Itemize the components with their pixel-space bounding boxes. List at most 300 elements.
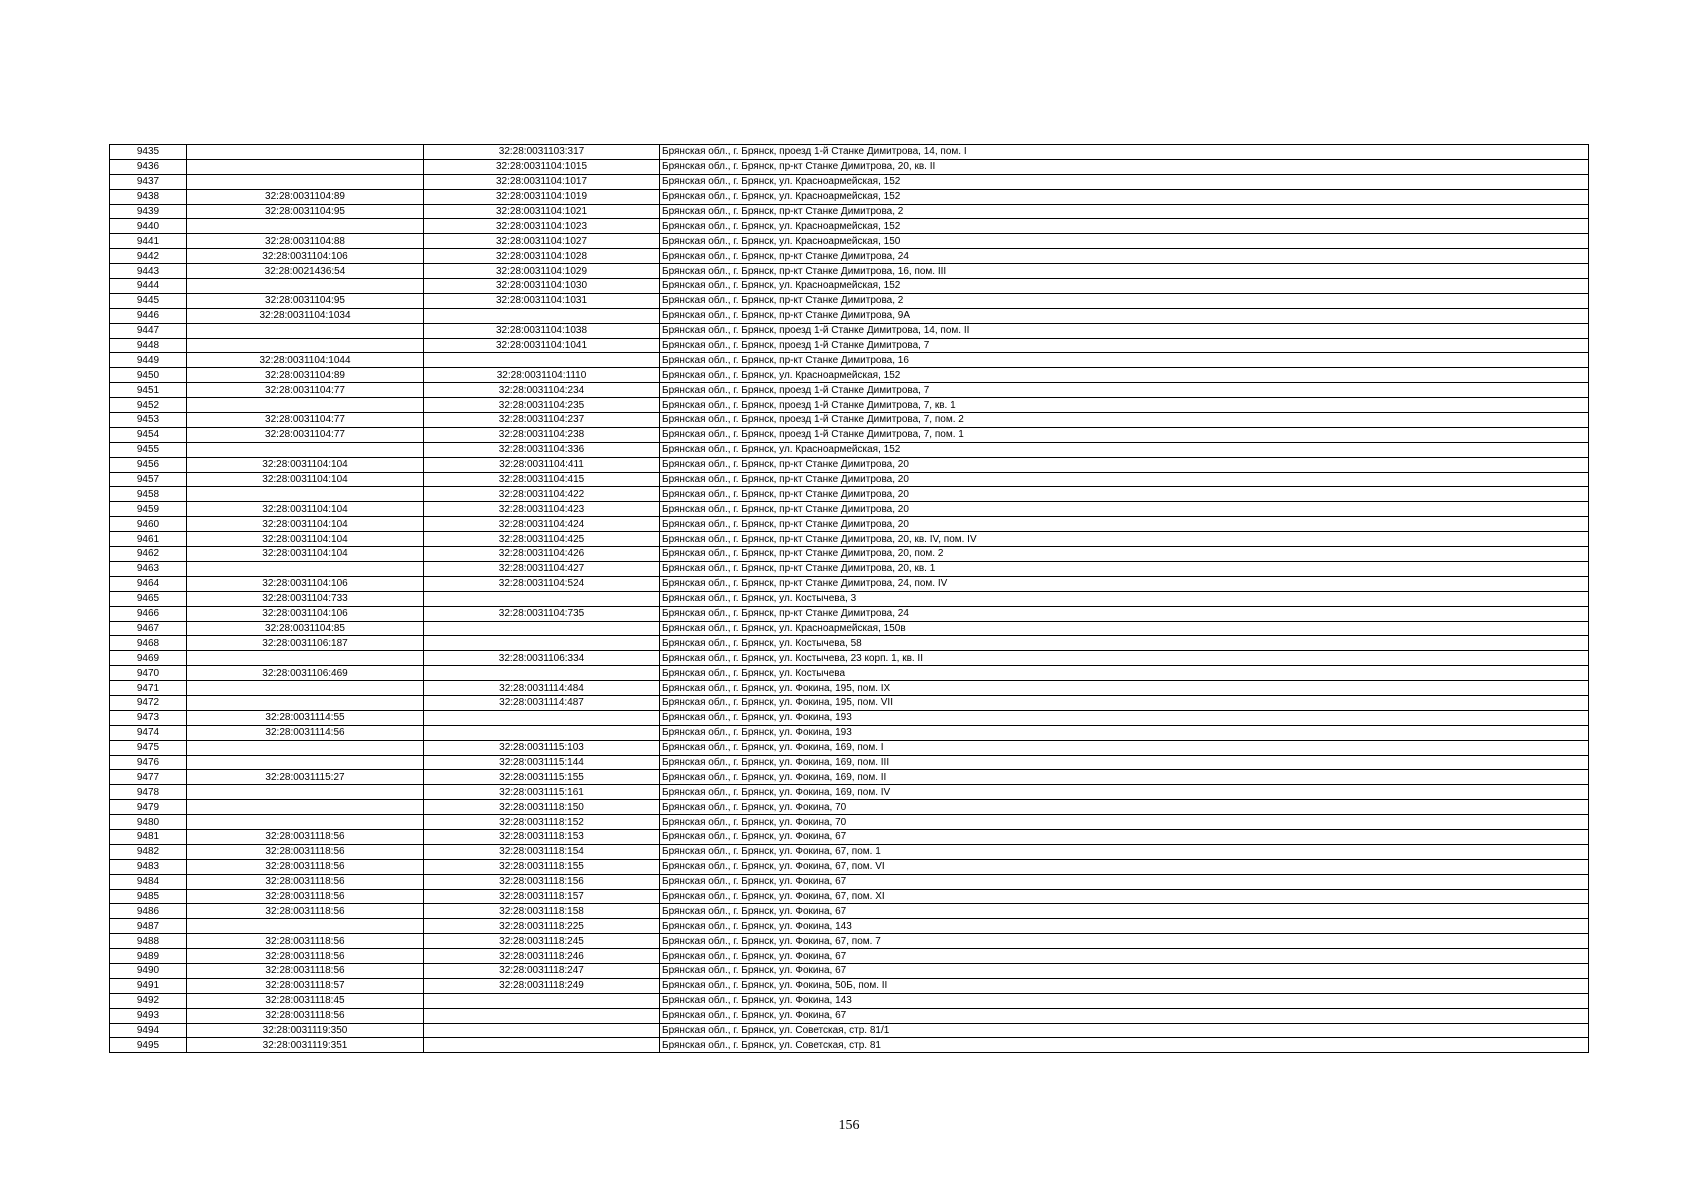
parcel-cadastral-number-cell: 32:28:0031104:77 [187, 413, 424, 428]
object-cadastral-number-cell: 32:28:0031104:234 [424, 383, 660, 398]
table-row [110, 963, 1589, 978]
address-cell: Брянская обл., г. Брянск, ул. Фокина, 193 [660, 710, 1589, 725]
row-number-cell: 9471 [110, 681, 187, 696]
object-cadastral-number-cell [424, 1038, 660, 1053]
object-cadastral-number-cell [424, 621, 660, 636]
address-cell: Брянская обл., г. Брянск, проезд 1-й Станке Димитрова, 7, пом. 1 [660, 427, 1589, 442]
table-row [110, 427, 1589, 442]
address-cell: Брянская обл., г. Брянск, ул. Фокина, 67 [660, 963, 1589, 978]
parcel-cadastral-number-cell: 32:28:0031114:56 [187, 725, 424, 740]
table-row [110, 145, 1589, 160]
address-cell: Брянская обл., г. Брянск, ул. Фокина, 67 [660, 904, 1589, 919]
table-row [110, 383, 1589, 398]
table-row [110, 934, 1589, 949]
table-row [110, 338, 1589, 353]
row-number-cell: 9464 [110, 576, 187, 591]
address-cell: Брянская обл., г. Брянск, ул. Фокина, 67, пом. 1 [660, 844, 1589, 859]
parcel-cadastral-number-cell: 32:28:0031118:57 [187, 978, 424, 993]
table-row [110, 413, 1589, 428]
object-cadastral-number-cell: 32:28:0031118:156 [424, 874, 660, 889]
register-table-body [110, 145, 1589, 1053]
object-cadastral-number-cell: 32:28:0031106:334 [424, 651, 660, 666]
object-cadastral-number-cell: 32:28:0031104:1027 [424, 234, 660, 249]
table-row [110, 681, 1589, 696]
address-cell: Брянская обл., г. Брянск, ул. Фокина, 169, пом. II [660, 770, 1589, 785]
row-number-cell: 9472 [110, 695, 187, 710]
row-number-cell: 9454 [110, 427, 187, 442]
table-row [110, 666, 1589, 681]
object-cadastral-number-cell: 32:28:0031118:249 [424, 978, 660, 993]
table-row [110, 219, 1589, 234]
table-row [110, 174, 1589, 189]
object-cadastral-number-cell [424, 666, 660, 681]
object-cadastral-number-cell: 32:28:0031104:735 [424, 606, 660, 621]
parcel-cadastral-number-cell: 32:28:0031118:56 [187, 934, 424, 949]
address-cell: Брянская обл., г. Брянск, ул. Красноармейская, 152 [660, 368, 1589, 383]
address-cell: Брянская обл., г. Брянск, ул. Фокина, 143 [660, 919, 1589, 934]
address-cell: Брянская обл., г. Брянск, проезд 1-й Станке Димитрова, 7 [660, 383, 1589, 398]
address-cell: Брянская обл., г. Брянск, пр-кт Станке Димитрова, 24 [660, 249, 1589, 264]
address-cell: Брянская обл., г. Брянск, пр-кт Станке Димитрова, 20, кв. IV, пом. IV [660, 532, 1589, 547]
row-number-cell: 9470 [110, 666, 187, 681]
table-row [110, 398, 1589, 413]
row-number-cell: 9457 [110, 472, 187, 487]
address-cell: Брянская обл., г. Брянск, ул. Красноармейская, 152 [660, 174, 1589, 189]
address-cell: Брянская обл., г. Брянск, пр-кт Станке Димитрова, 20 [660, 487, 1589, 502]
table-row [110, 576, 1589, 591]
table-row [110, 695, 1589, 710]
table-row [110, 249, 1589, 264]
object-cadastral-number-cell: 32:28:0031104:1030 [424, 279, 660, 294]
parcel-cadastral-number-cell: 32:28:0031118:56 [187, 844, 424, 859]
object-cadastral-number-cell: 32:28:0031115:144 [424, 755, 660, 770]
row-number-cell: 9495 [110, 1038, 187, 1053]
parcel-cadastral-number-cell: 32:28:0031106:187 [187, 636, 424, 651]
table-row [110, 978, 1589, 993]
parcel-cadastral-number-cell [187, 681, 424, 696]
object-cadastral-number-cell [424, 636, 660, 651]
row-number-cell: 9481 [110, 829, 187, 844]
address-cell: Брянская обл., г. Брянск, ул. Фокина, 67 [660, 829, 1589, 844]
object-cadastral-number-cell: 32:28:0031104:238 [424, 427, 660, 442]
parcel-cadastral-number-cell: 32:28:0031104:104 [187, 517, 424, 532]
object-cadastral-number-cell: 32:28:0031104:1031 [424, 293, 660, 308]
row-number-cell: 9443 [110, 264, 187, 279]
row-number-cell: 9486 [110, 904, 187, 919]
address-cell: Брянская обл., г. Брянск, пр-кт Станке Димитрова, 2 [660, 204, 1589, 219]
address-cell: Брянская обл., г. Брянск, ул. Красноармейская, 150 [660, 234, 1589, 249]
object-cadastral-number-cell: 32:28:0031104:1028 [424, 249, 660, 264]
address-cell: Брянская обл., г. Брянск, проезд 1-й Станке Димитрова, 7, пом. 2 [660, 413, 1589, 428]
row-number-cell: 9456 [110, 457, 187, 472]
address-cell: Брянская обл., г. Брянск, ул. Фокина, 169, пом. I [660, 740, 1589, 755]
object-cadastral-number-cell [424, 710, 660, 725]
row-number-cell: 9463 [110, 561, 187, 576]
row-number-cell: 9483 [110, 859, 187, 874]
row-number-cell: 9468 [110, 636, 187, 651]
object-cadastral-number-cell: 32:28:0031104:423 [424, 502, 660, 517]
table-row [110, 279, 1589, 294]
table-row [110, 368, 1589, 383]
table-row [110, 949, 1589, 964]
object-cadastral-number-cell: 32:28:0031104:427 [424, 561, 660, 576]
parcel-cadastral-number-cell: 32:28:0021436:54 [187, 264, 424, 279]
row-number-cell: 9455 [110, 442, 187, 457]
address-cell: Брянская обл., г. Брянск, пр-кт Станке Димитрова, 20 [660, 517, 1589, 532]
address-cell: Брянская обл., г. Брянск, пр-кт Станке Димитрова, 20 [660, 502, 1589, 517]
row-number-cell: 9453 [110, 413, 187, 428]
parcel-cadastral-number-cell [187, 740, 424, 755]
parcel-cadastral-number-cell: 32:28:0031104:106 [187, 576, 424, 591]
table-row [110, 829, 1589, 844]
object-cadastral-number-cell [424, 308, 660, 323]
address-cell: Брянская обл., г. Брянск, пр-кт Станке Димитрова, 24 [660, 606, 1589, 621]
row-number-cell: 9487 [110, 919, 187, 934]
address-cell: Брянская обл., г. Брянск, ул. Фокина, 67 [660, 874, 1589, 889]
table-row [110, 1008, 1589, 1023]
address-cell: Брянская обл., г. Брянск, ул. Фокина, 169, пом. IV [660, 785, 1589, 800]
row-number-cell: 9477 [110, 770, 187, 785]
parcel-cadastral-number-cell: 32:28:0031104:1044 [187, 353, 424, 368]
parcel-cadastral-number-cell: 32:28:0031104:106 [187, 606, 424, 621]
parcel-cadastral-number-cell: 32:28:0031118:56 [187, 859, 424, 874]
address-cell: Брянская обл., г. Брянск, пр-кт Станке Димитрова, 9А [660, 308, 1589, 323]
address-cell: Брянская обл., г. Брянск, ул. Красноармейская, 152 [660, 279, 1589, 294]
row-number-cell: 9441 [110, 234, 187, 249]
table-row [110, 264, 1589, 279]
object-cadastral-number-cell: 32:28:0031103:317 [424, 145, 660, 160]
object-cadastral-number-cell: 32:28:0031104:1110 [424, 368, 660, 383]
row-number-cell: 9490 [110, 963, 187, 978]
row-number-cell: 9435 [110, 145, 187, 160]
table-row [110, 755, 1589, 770]
table-row [110, 502, 1589, 517]
object-cadastral-number-cell: 32:28:0031118:152 [424, 815, 660, 830]
row-number-cell: 9444 [110, 279, 187, 294]
row-number-cell: 9491 [110, 978, 187, 993]
table-row [110, 785, 1589, 800]
table-row [110, 606, 1589, 621]
parcel-cadastral-number-cell: 32:28:0031104:104 [187, 502, 424, 517]
table-row [110, 591, 1589, 606]
object-cadastral-number-cell [424, 591, 660, 606]
parcel-cadastral-number-cell: 32:28:0031104:95 [187, 204, 424, 219]
row-number-cell: 9437 [110, 174, 187, 189]
table-row [110, 323, 1589, 338]
parcel-cadastral-number-cell: 32:28:0031104:85 [187, 621, 424, 636]
row-number-cell: 9482 [110, 844, 187, 859]
table-row [110, 815, 1589, 830]
address-cell: Брянская обл., г. Брянск, проезд 1-й Станке Димитрова, 14, пом. I [660, 145, 1589, 160]
object-cadastral-number-cell: 32:28:0031118:158 [424, 904, 660, 919]
parcel-cadastral-number-cell: 32:28:0031104:1034 [187, 308, 424, 323]
row-number-cell: 9451 [110, 383, 187, 398]
row-number-cell: 9474 [110, 725, 187, 740]
object-cadastral-number-cell: 32:28:0031104:1021 [424, 204, 660, 219]
parcel-cadastral-number-cell: 32:28:0031119:350 [187, 1023, 424, 1038]
object-cadastral-number-cell [424, 353, 660, 368]
table-row [110, 189, 1589, 204]
table-row [110, 159, 1589, 174]
row-number-cell: 9467 [110, 621, 187, 636]
row-number-cell: 9492 [110, 993, 187, 1008]
table-row [110, 859, 1589, 874]
address-cell: Брянская обл., г. Брянск, пр-кт Станке Димитрова, 20, кв. 1 [660, 561, 1589, 576]
table-row [110, 889, 1589, 904]
register-table [109, 144, 1589, 1053]
parcel-cadastral-number-cell: 32:28:0031104:104 [187, 472, 424, 487]
parcel-cadastral-number-cell: 32:28:0031118:45 [187, 993, 424, 1008]
address-cell: Брянская обл., г. Брянск, пр-кт Станке Димитрова, 16 [660, 353, 1589, 368]
row-number-cell: 9450 [110, 368, 187, 383]
table-row [110, 919, 1589, 934]
table-row [110, 725, 1589, 740]
object-cadastral-number-cell: 32:28:0031104:422 [424, 487, 660, 502]
address-cell: Брянская обл., г. Брянск, ул. Фокина, 67, пом. VI [660, 859, 1589, 874]
parcel-cadastral-number-cell [187, 442, 424, 457]
parcel-cadastral-number-cell: 32:28:0031118:56 [187, 963, 424, 978]
row-number-cell: 9476 [110, 755, 187, 770]
object-cadastral-number-cell: 32:28:0031118:245 [424, 934, 660, 949]
object-cadastral-number-cell: 32:28:0031104:426 [424, 547, 660, 562]
address-cell: Брянская обл., г. Брянск, пр-кт Станке Димитрова, 20, пом. 2 [660, 547, 1589, 562]
object-cadastral-number-cell: 32:28:0031114:487 [424, 695, 660, 710]
address-cell: Брянская обл., г. Брянск, ул. Красноармейская, 152 [660, 442, 1589, 457]
parcel-cadastral-number-cell: 32:28:0031119:351 [187, 1038, 424, 1053]
object-cadastral-number-cell: 32:28:0031118:225 [424, 919, 660, 934]
address-cell: Брянская обл., г. Брянск, ул. Фокина, 50Б, пом. II [660, 978, 1589, 993]
object-cadastral-number-cell [424, 1023, 660, 1038]
row-number-cell: 9493 [110, 1008, 187, 1023]
parcel-cadastral-number-cell: 32:28:0031104:104 [187, 532, 424, 547]
parcel-cadastral-number-cell: 32:28:0031115:27 [187, 770, 424, 785]
row-number-cell: 9436 [110, 159, 187, 174]
row-number-cell: 9439 [110, 204, 187, 219]
parcel-cadastral-number-cell: 32:28:0031104:89 [187, 368, 424, 383]
row-number-cell: 9460 [110, 517, 187, 532]
row-number-cell: 9480 [110, 815, 187, 830]
register-table-container [109, 144, 1588, 1053]
table-row [110, 561, 1589, 576]
object-cadastral-number-cell: 32:28:0031104:425 [424, 532, 660, 547]
object-cadastral-number-cell: 32:28:0031104:1015 [424, 159, 660, 174]
object-cadastral-number-cell: 32:28:0031104:1019 [424, 189, 660, 204]
parcel-cadastral-number-cell: 32:28:0031106:469 [187, 666, 424, 681]
row-number-cell: 9461 [110, 532, 187, 547]
address-cell: Брянская обл., г. Брянск, ул. Красноармейская, 152 [660, 219, 1589, 234]
row-number-cell: 9458 [110, 487, 187, 502]
object-cadastral-number-cell: 32:28:0031104:336 [424, 442, 660, 457]
object-cadastral-number-cell: 32:28:0031104:1041 [424, 338, 660, 353]
address-cell: Брянская обл., г. Брянск, ул. Фокина, 195, пом. IX [660, 681, 1589, 696]
row-number-cell: 9449 [110, 353, 187, 368]
parcel-cadastral-number-cell: 32:28:0031114:55 [187, 710, 424, 725]
address-cell: Брянская обл., г. Брянск, пр-кт Станке Димитрова, 20 [660, 457, 1589, 472]
row-number-cell: 9442 [110, 249, 187, 264]
address-cell: Брянская обл., г. Брянск, ул. Фокина, 70 [660, 800, 1589, 815]
parcel-cadastral-number-cell [187, 695, 424, 710]
object-cadastral-number-cell: 32:28:0031104:1023 [424, 219, 660, 234]
address-cell: Брянская обл., г. Брянск, пр-кт Станке Димитрова, 20, кв. II [660, 159, 1589, 174]
address-cell: Брянская обл., г. Брянск, пр-кт Станке Димитрова, 20 [660, 472, 1589, 487]
object-cadastral-number-cell: 32:28:0031104:424 [424, 517, 660, 532]
parcel-cadastral-number-cell: 32:28:0031104:77 [187, 383, 424, 398]
address-cell: Брянская обл., г. Брянск, проезд 1-й Станке Димитрова, 7, кв. 1 [660, 398, 1589, 413]
address-cell: Брянская обл., г. Брянск, пр-кт Станке Димитрова, 24, пом. IV [660, 576, 1589, 591]
address-cell: Брянская обл., г. Брянск, ул. Советская, стр. 81/1 [660, 1023, 1589, 1038]
row-number-cell: 9489 [110, 949, 187, 964]
table-row [110, 993, 1589, 1008]
page-number: 156 [838, 1118, 860, 1133]
address-cell: Брянская обл., г. Брянск, ул. Фокина, 67, пом. XI [660, 889, 1589, 904]
row-number-cell: 9466 [110, 606, 187, 621]
address-cell: Брянская обл., г. Брянск, ул. Фокина, 67 [660, 949, 1589, 964]
parcel-cadastral-number-cell [187, 219, 424, 234]
address-cell: Брянская обл., г. Брянск, ул. Советская, стр. 81 [660, 1038, 1589, 1053]
row-number-cell: 9494 [110, 1023, 187, 1038]
parcel-cadastral-number-cell [187, 800, 424, 815]
table-row [110, 547, 1589, 562]
parcel-cadastral-number-cell: 32:28:0031118:56 [187, 889, 424, 904]
parcel-cadastral-number-cell [187, 145, 424, 160]
row-number-cell: 9452 [110, 398, 187, 413]
table-row [110, 1038, 1589, 1053]
table-row [110, 517, 1589, 532]
parcel-cadastral-number-cell [187, 919, 424, 934]
parcel-cadastral-number-cell: 32:28:0031104:104 [187, 547, 424, 562]
object-cadastral-number-cell: 32:28:0031118:154 [424, 844, 660, 859]
object-cadastral-number-cell: 32:28:0031104:411 [424, 457, 660, 472]
row-number-cell: 9478 [110, 785, 187, 800]
table-row [110, 621, 1589, 636]
table-row [110, 636, 1589, 651]
row-number-cell: 9447 [110, 323, 187, 338]
table-row [110, 234, 1589, 249]
table-row [110, 472, 1589, 487]
address-cell: Брянская обл., г. Брянск, ул. Костычева, 58 [660, 636, 1589, 651]
object-cadastral-number-cell: 32:28:0031118:150 [424, 800, 660, 815]
row-number-cell: 9465 [110, 591, 187, 606]
parcel-cadastral-number-cell: 32:28:0031118:56 [187, 1008, 424, 1023]
object-cadastral-number-cell: 32:28:0031104:237 [424, 413, 660, 428]
table-row [110, 308, 1589, 323]
row-number-cell: 9459 [110, 502, 187, 517]
address-cell: Брянская обл., г. Брянск, ул. Костычева, 3 [660, 591, 1589, 606]
table-row [110, 844, 1589, 859]
object-cadastral-number-cell [424, 993, 660, 1008]
object-cadastral-number-cell: 32:28:0031104:1038 [424, 323, 660, 338]
address-cell: Брянская обл., г. Брянск, ул. Костычева [660, 666, 1589, 681]
row-number-cell: 9440 [110, 219, 187, 234]
address-cell: Брянская обл., г. Брянск, ул. Фокина, 67, пом. 7 [660, 934, 1589, 949]
row-number-cell: 9488 [110, 934, 187, 949]
table-row [110, 800, 1589, 815]
address-cell: Брянская обл., г. Брянск, ул. Красноармейская, 150в [660, 621, 1589, 636]
table-row [110, 532, 1589, 547]
address-cell: Брянская обл., г. Брянск, проезд 1-й Станке Димитрова, 14, пом. II [660, 323, 1589, 338]
table-row [110, 487, 1589, 502]
object-cadastral-number-cell: 32:28:0031118:155 [424, 859, 660, 874]
object-cadastral-number-cell: 32:28:0031104:235 [424, 398, 660, 413]
address-cell: Брянская обл., г. Брянск, пр-кт Станке Димитрова, 2 [660, 293, 1589, 308]
table-row [110, 710, 1589, 725]
parcel-cadastral-number-cell [187, 561, 424, 576]
object-cadastral-number-cell: 32:28:0031118:157 [424, 889, 660, 904]
object-cadastral-number-cell: 32:28:0031104:1017 [424, 174, 660, 189]
parcel-cadastral-number-cell: 32:28:0031118:56 [187, 949, 424, 964]
address-cell: Брянская обл., г. Брянск, ул. Фокина, 195, пом. VII [660, 695, 1589, 710]
address-cell: Брянская обл., г. Брянск, ул. Фокина, 143 [660, 993, 1589, 1008]
parcel-cadastral-number-cell: 32:28:0031104:77 [187, 427, 424, 442]
address-cell: Брянская обл., г. Брянск, ул. Костычева, 23 корп. 1, кв. II [660, 651, 1589, 666]
object-cadastral-number-cell: 32:28:0031115:103 [424, 740, 660, 755]
row-number-cell: 9448 [110, 338, 187, 353]
parcel-cadastral-number-cell [187, 279, 424, 294]
table-row [110, 1023, 1589, 1038]
table-row [110, 874, 1589, 889]
parcel-cadastral-number-cell: 32:28:0031104:733 [187, 591, 424, 606]
address-cell: Брянская обл., г. Брянск, проезд 1-й Станке Димитрова, 7 [660, 338, 1589, 353]
object-cadastral-number-cell [424, 725, 660, 740]
row-number-cell: 9475 [110, 740, 187, 755]
table-row [110, 904, 1589, 919]
parcel-cadastral-number-cell [187, 398, 424, 413]
parcel-cadastral-number-cell [187, 755, 424, 770]
row-number-cell: 9479 [110, 800, 187, 815]
table-row [110, 353, 1589, 368]
parcel-cadastral-number-cell [187, 338, 424, 353]
object-cadastral-number-cell: 32:28:0031118:247 [424, 963, 660, 978]
address-cell: Брянская обл., г. Брянск, ул. Фокина, 70 [660, 815, 1589, 830]
address-cell: Брянская обл., г. Брянск, ул. Красноармейская, 152 [660, 189, 1589, 204]
object-cadastral-number-cell: 32:28:0031104:1029 [424, 264, 660, 279]
parcel-cadastral-number-cell [187, 174, 424, 189]
table-row [110, 770, 1589, 785]
parcel-cadastral-number-cell [187, 815, 424, 830]
parcel-cadastral-number-cell [187, 487, 424, 502]
object-cadastral-number-cell: 32:28:0031115:161 [424, 785, 660, 800]
parcel-cadastral-number-cell: 32:28:0031118:56 [187, 829, 424, 844]
table-row [110, 457, 1589, 472]
row-number-cell: 9462 [110, 547, 187, 562]
parcel-cadastral-number-cell: 32:28:0031104:88 [187, 234, 424, 249]
row-number-cell: 9446 [110, 308, 187, 323]
parcel-cadastral-number-cell: 32:28:0031118:56 [187, 874, 424, 889]
row-number-cell: 9484 [110, 874, 187, 889]
parcel-cadastral-number-cell [187, 785, 424, 800]
parcel-cadastral-number-cell: 32:28:0031104:106 [187, 249, 424, 264]
table-row [110, 204, 1589, 219]
object-cadastral-number-cell: 32:28:0031118:153 [424, 829, 660, 844]
parcel-cadastral-number-cell: 32:28:0031104:104 [187, 457, 424, 472]
object-cadastral-number-cell: 32:28:0031114:484 [424, 681, 660, 696]
object-cadastral-number-cell: 32:28:0031115:155 [424, 770, 660, 785]
object-cadastral-number-cell: 32:28:0031104:524 [424, 576, 660, 591]
table-row [110, 442, 1589, 457]
table-row [110, 740, 1589, 755]
parcel-cadastral-number-cell [187, 159, 424, 174]
table-row [110, 651, 1589, 666]
address-cell: Брянская обл., г. Брянск, ул. Фокина, 169, пом. III [660, 755, 1589, 770]
address-cell: Брянская обл., г. Брянск, пр-кт Станке Димитрова, 16, пом. III [660, 264, 1589, 279]
parcel-cadastral-number-cell [187, 651, 424, 666]
row-number-cell: 9485 [110, 889, 187, 904]
object-cadastral-number-cell [424, 1008, 660, 1023]
row-number-cell: 9473 [110, 710, 187, 725]
object-cadastral-number-cell: 32:28:0031104:415 [424, 472, 660, 487]
address-cell: Брянская обл., г. Брянск, ул. Фокина, 193 [660, 725, 1589, 740]
table-row [110, 293, 1589, 308]
